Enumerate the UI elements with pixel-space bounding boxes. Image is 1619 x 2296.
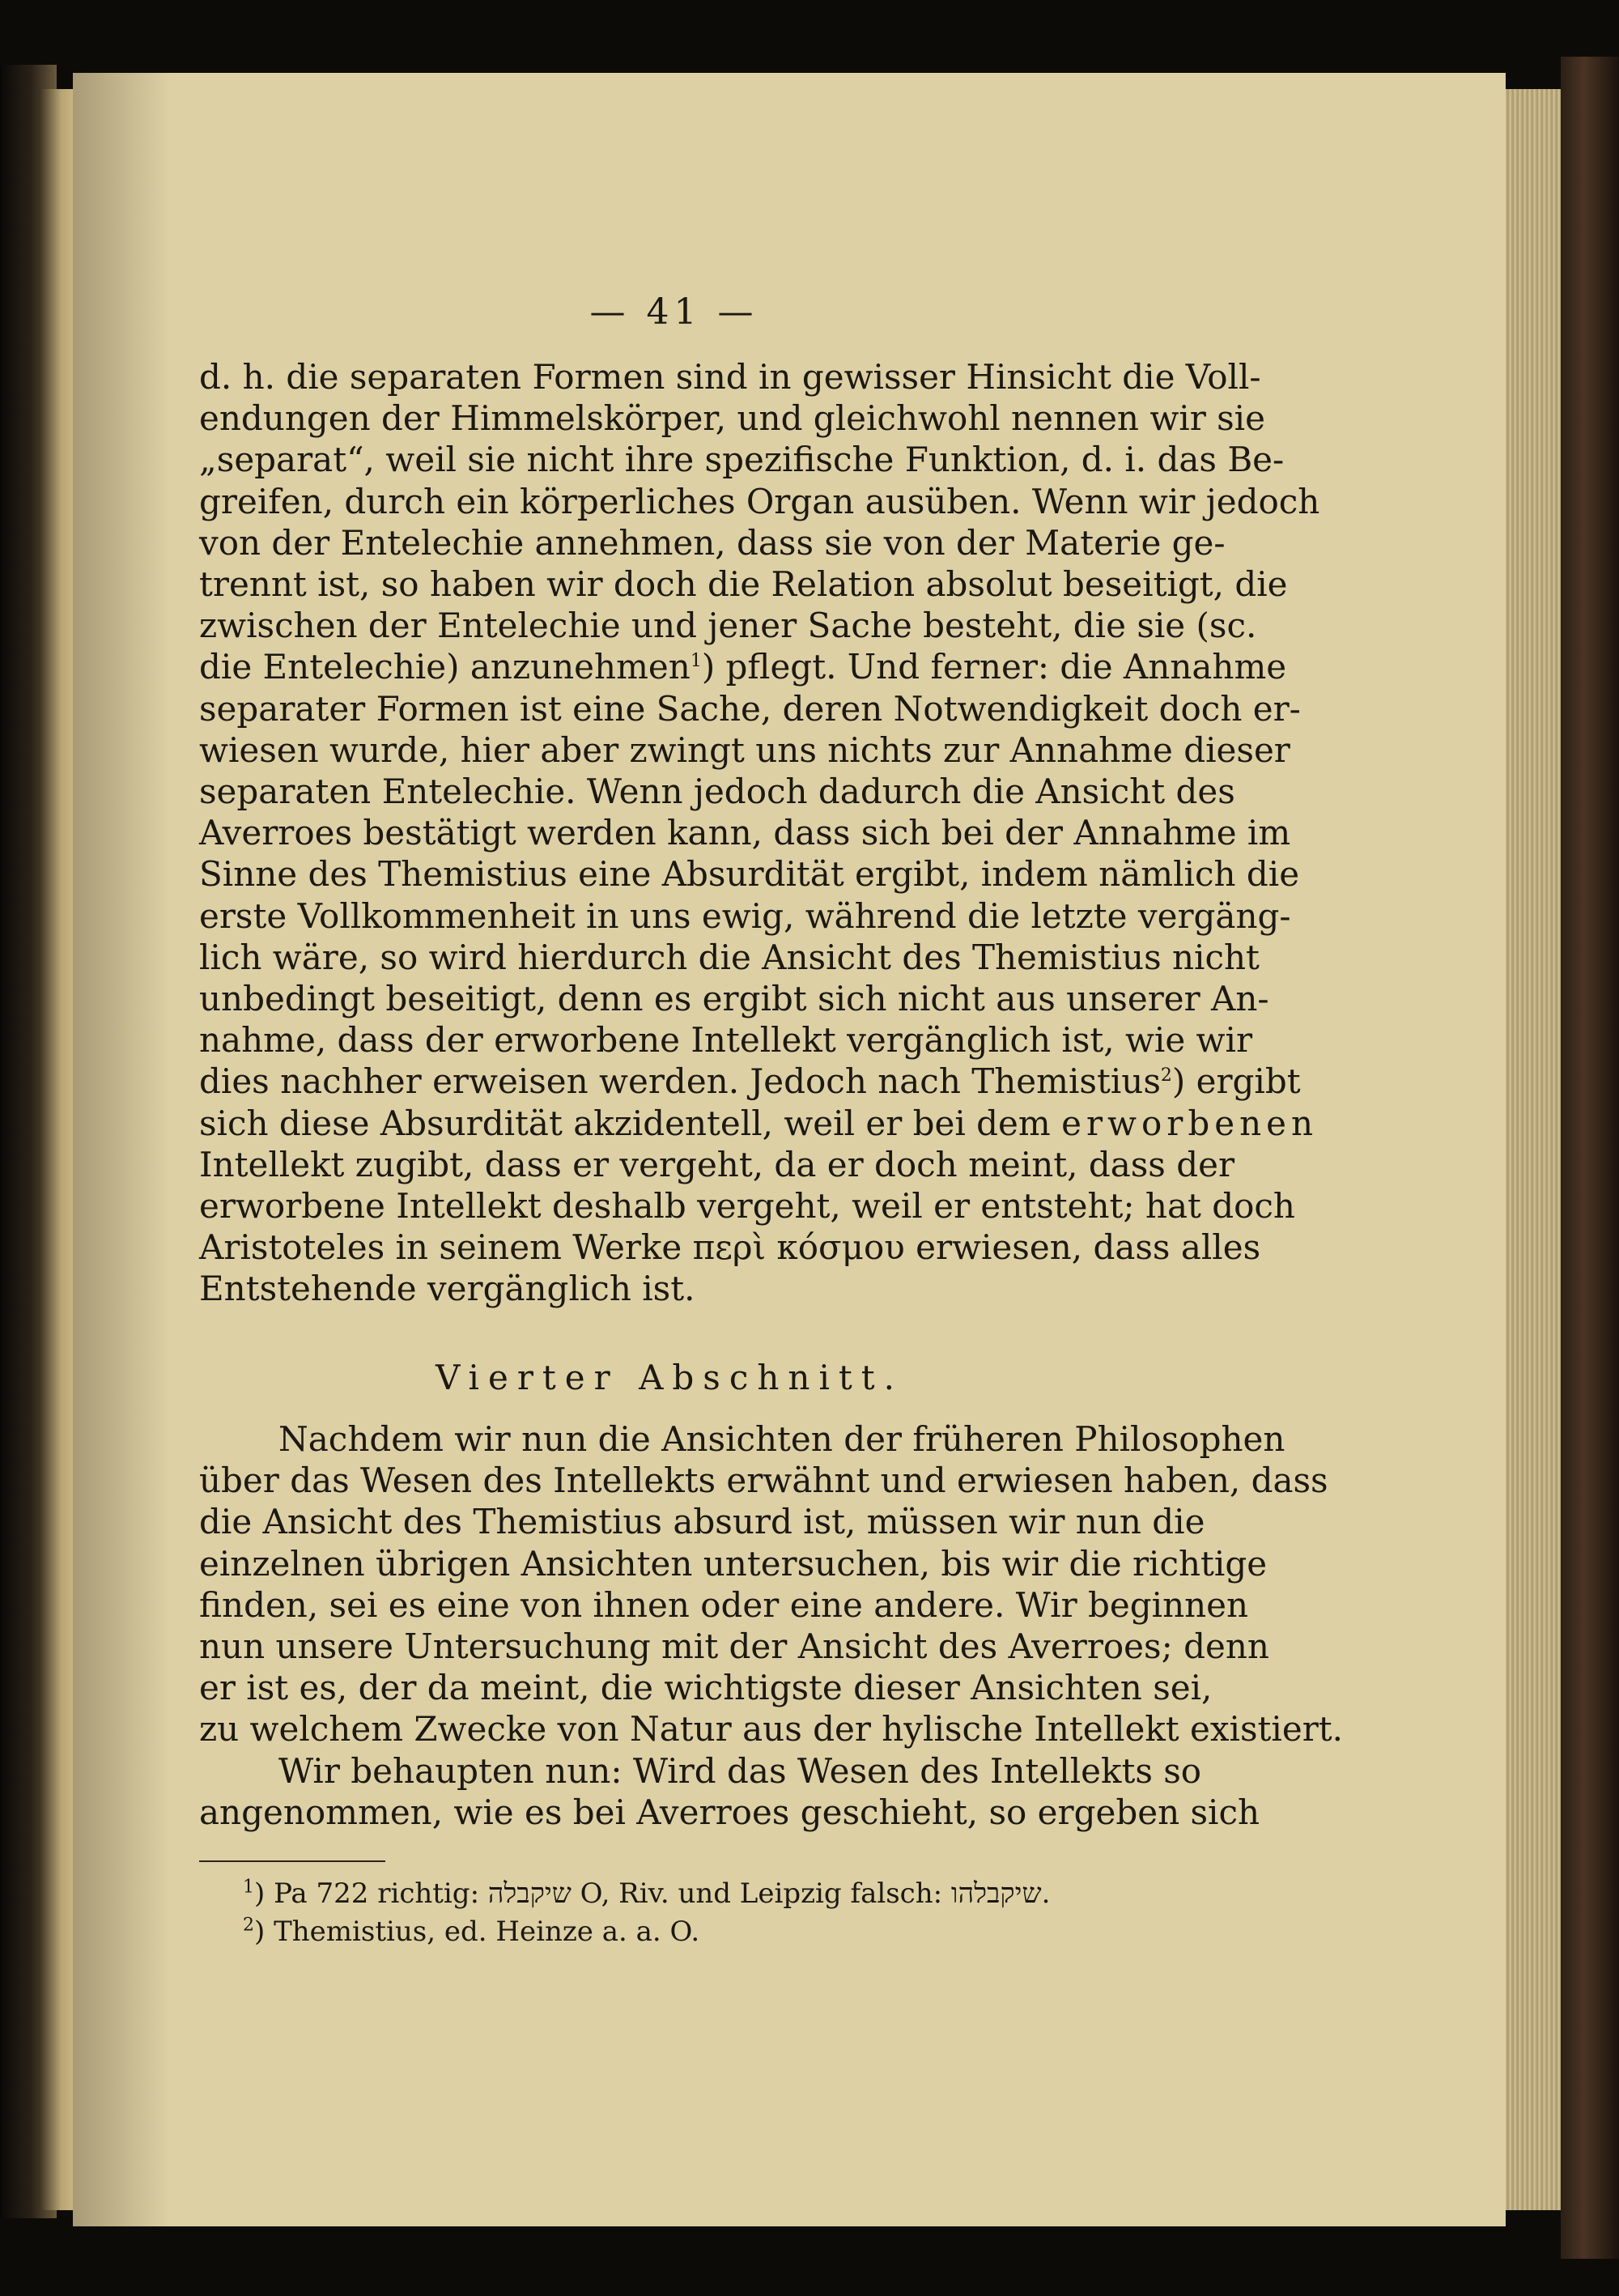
text-line: endungen der Himmelskörper, und gleichwohl nennen wir sie	[199, 398, 1265, 439]
text-line: zwischen der Entelechie und jener Sache besteht, die sie (sc.	[199, 606, 1257, 646]
text-fragment: ) ergibt	[1171, 1061, 1301, 1102]
text-line: Nachdem wir nun die Ansichten der früheren Philosophen	[278, 1419, 1285, 1459]
book-left-pages	[39, 89, 76, 2210]
text-line: d. h. die separaten Formen sind in gewisser Hinsicht die Voll-	[199, 357, 1261, 397]
text-fragment: die Entelechie) anzunehmen	[199, 647, 691, 687]
text-line-with-footnote	[199, 1061, 1301, 1102]
footnote-rule	[199, 1860, 385, 1862]
text-fragment: sich diese Absurdität akzidentell, weil er bei dem	[199, 1103, 1051, 1143]
text-line: Averroes bestätigt werden kann, dass sich bei der Annahme im	[199, 813, 1291, 853]
text-line: Sinne des Themistius eine Absurdität ergibt, indem nämlich die	[199, 854, 1300, 895]
text-line: separaten Entelechie. Wenn jedoch dadurch die Ansicht des	[199, 772, 1235, 812]
section-title: Vierter Abschnitt.	[435, 1358, 904, 1397]
text-line: erworbene Intellekt deshalb vergeht, weil er entsteht; hat doch	[199, 1186, 1295, 1227]
text-line: zu welchem Zwecke von Natur aus der hylische Intellekt existiert.	[199, 1709, 1344, 1750]
text-line-with-footnote	[199, 646, 1287, 687]
text-line: „separat“, weil sie nicht ihre spezifische Funktion, d. i. das Be-	[199, 440, 1285, 480]
text-line: lich wäre, so wird hierdurch die Ansicht des Themistius nicht	[199, 937, 1260, 977]
text-line: angenommen, wie es bei Averroes geschieht, so ergeben sich	[199, 1792, 1260, 1832]
text-line: Wir behaupten nun: Wird das Wesen des Intellekts so	[278, 1750, 1202, 1791]
footnote-2	[243, 1913, 1133, 1951]
page-number: — 41 —	[589, 291, 759, 333]
emphasized-word: erworbenen	[1061, 1103, 1319, 1143]
book-cover-edge	[1561, 57, 1619, 2259]
footnote-text: ) Pa 722 richtig: שיקבלה O, Riv. und Leipzig falsch: שיקבלהו.	[254, 1877, 1051, 1910]
text-line: erste Vollkommenheit in uns ewig, während die letzte vergäng-	[199, 895, 1291, 936]
text-line	[199, 1103, 1319, 1144]
book-page-stack	[1506, 89, 1562, 2210]
text-fragment: dies nachher erweisen werden. Jedoch nach Themistius	[199, 1061, 1161, 1102]
text-line: separater Formen ist eine Sache, deren Notwendigkeit doch er-	[199, 688, 1301, 729]
text-line: greifen, durch ein körperliches Organ ausüben. Wenn wir jedoch	[199, 481, 1320, 521]
paragraph-1	[199, 356, 1320, 1310]
text-line: über das Wesen des Intellekts erwähnt und erwiesen haben, dass	[199, 1461, 1328, 1501]
text-line: die Ansicht des Themistius absurd ist, müssen wir nun die	[199, 1502, 1205, 1542]
text-line: von der Entelechie annehmen, dass sie von der Materie ge-	[199, 522, 1226, 563]
text-fragment: ) pflegt. Und ferner: die Annahme	[701, 647, 1287, 687]
text-line: nahme, dass der erworbene Intellekt vergänglich ist, wie wir	[199, 1020, 1253, 1061]
text-line: Intellekt zugibt, dass er vergeht, da er doch meint, dass der	[199, 1144, 1235, 1184]
text-line: Aristoteles in seinem Werke περὶ κόσμου erwiesen, dass alles	[199, 1227, 1261, 1268]
footnote-1	[243, 1875, 1133, 1913]
footnote-number: 2	[243, 1915, 254, 1936]
text-line: einzelnen übrigen Ansichten untersuchen, bis wir die richtige	[199, 1543, 1268, 1584]
page-gutter-shadow	[73, 73, 170, 2226]
text-line: unbedingt beseitigt, denn es ergibt sich nicht aus unserer An-	[199, 979, 1269, 1019]
paragraph-2	[199, 1418, 1344, 1833]
text-line: trennt ist, so haben wir doch die Relation absolut beseitigt, die	[199, 564, 1288, 605]
text-line: nun unsere Untersuchung mit der Ansicht des Averroes; denn	[199, 1626, 1269, 1667]
footnote-mark-1: 1	[690, 651, 702, 672]
text-line: finden, sei es eine von ihnen oder eine andere. Wir beginnen	[199, 1584, 1249, 1625]
footnotes	[243, 1875, 1133, 1951]
text-line: er ist es, der da meint, die wichtigste dieser Ansichten sei,	[199, 1668, 1213, 1708]
footnote-number: 1	[243, 1877, 254, 1898]
footnote-mark-2: 2	[1160, 1065, 1172, 1086]
text-line: Entstehende vergänglich ist.	[199, 1269, 695, 1309]
footnote-text: ) Themistius, ed. Heinze a. a. O.	[254, 1915, 700, 1948]
text-line: wiesen wurde, hier aber zwingt uns nichts zur Annahme dieser	[199, 729, 1290, 770]
